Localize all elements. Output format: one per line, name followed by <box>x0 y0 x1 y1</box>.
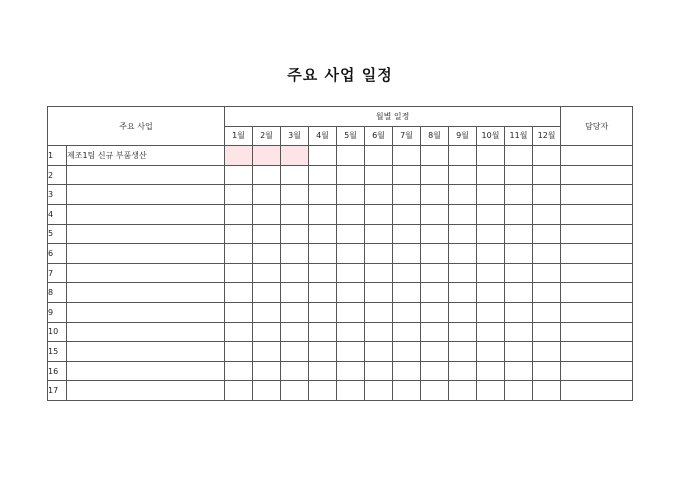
month-cell-4[interactable] <box>309 302 337 322</box>
row-number: 9 <box>48 302 67 322</box>
month-cell-2[interactable] <box>253 361 281 381</box>
row-number: 15 <box>48 342 67 362</box>
month-cell-1[interactable] <box>225 224 253 244</box>
month-header-7: 7월 <box>393 126 421 146</box>
month-cell-4[interactable] <box>309 146 337 166</box>
month-cell-8[interactable] <box>421 185 449 205</box>
month-cell-4[interactable] <box>309 185 337 205</box>
month-cell-3[interactable] <box>281 283 309 303</box>
month-cell-6[interactable] <box>365 302 393 322</box>
month-cell-11[interactable] <box>505 361 533 381</box>
row-number: 10 <box>48 322 67 342</box>
business-cell[interactable] <box>67 165 225 185</box>
month-cell-10[interactable] <box>477 244 505 264</box>
month-cell-1[interactable] <box>225 204 253 224</box>
month-cell-3[interactable] <box>281 361 309 381</box>
month-cell-5[interactable] <box>337 361 365 381</box>
owner-cell[interactable] <box>561 244 633 264</box>
owner-cell[interactable] <box>561 361 633 381</box>
month-cell-6[interactable] <box>365 185 393 205</box>
month-cell-3[interactable] <box>281 263 309 283</box>
table-row <box>48 283 633 303</box>
month-cell-6[interactable] <box>365 322 393 342</box>
month-cell-1[interactable] <box>225 342 253 362</box>
owner-header: 담당자 <box>561 107 633 146</box>
month-cell-7[interactable] <box>393 244 421 264</box>
month-cell-2[interactable] <box>253 204 281 224</box>
table-body <box>48 146 633 401</box>
month-cell-3[interactable] <box>281 244 309 264</box>
month-cell-5[interactable] <box>337 283 365 303</box>
month-cell-2[interactable] <box>253 165 281 185</box>
month-cell-4[interactable] <box>309 204 337 224</box>
month-cell-11[interactable] <box>505 204 533 224</box>
month-cell-5[interactable] <box>337 263 365 283</box>
month-cell-11[interactable] <box>505 263 533 283</box>
month-cell-9[interactable] <box>449 361 477 381</box>
month-cell-10[interactable] <box>477 342 505 362</box>
month-header-4: 4월 <box>309 126 337 146</box>
business-cell[interactable] <box>67 342 225 362</box>
month-cell-2[interactable] <box>253 322 281 342</box>
month-cell-5[interactable] <box>337 244 365 264</box>
month-cell-8[interactable] <box>421 361 449 381</box>
month-cell-1[interactable] <box>225 361 253 381</box>
month-cell-6[interactable] <box>365 165 393 185</box>
month-cell-9[interactable] <box>449 263 477 283</box>
month-cell-2[interactable] <box>253 381 281 401</box>
table-row <box>48 381 633 401</box>
month-header-12: 12월 <box>533 126 561 146</box>
month-cell-5[interactable] <box>337 322 365 342</box>
month-cell-3[interactable] <box>281 165 309 185</box>
owner-cell[interactable] <box>561 146 633 166</box>
month-header-9: 9월 <box>449 126 477 146</box>
month-cell-8[interactable] <box>421 146 449 166</box>
month-cell-9[interactable] <box>449 381 477 401</box>
month-cell-6[interactable] <box>365 244 393 264</box>
month-header-3: 3월 <box>281 126 309 146</box>
month-cell-12[interactable] <box>533 146 561 166</box>
month-cell-11[interactable] <box>505 381 533 401</box>
month-cell-7[interactable] <box>393 204 421 224</box>
month-cell-10[interactable] <box>477 322 505 342</box>
month-cell-6[interactable] <box>365 263 393 283</box>
month-cell-8[interactable] <box>421 165 449 185</box>
owner-cell[interactable] <box>561 165 633 185</box>
table-row <box>48 165 633 185</box>
page-title: 주요 사업 일정 <box>287 66 393 84</box>
row-number: 16 <box>48 361 67 381</box>
month-cell-8[interactable] <box>421 302 449 322</box>
table-row <box>48 322 633 342</box>
month-cell-5[interactable] <box>337 224 365 244</box>
owner-cell[interactable] <box>561 302 633 322</box>
business-cell[interactable] <box>67 381 225 401</box>
month-cell-12[interactable] <box>533 185 561 205</box>
month-cell-3[interactable] <box>281 381 309 401</box>
month-header-5: 5월 <box>337 126 365 146</box>
month-cell-3[interactable] <box>281 204 309 224</box>
month-cell-5[interactable] <box>337 302 365 322</box>
month-cell-2[interactable] <box>253 263 281 283</box>
monthly-schedule-header: 월별 일정 <box>225 107 561 127</box>
month-cell-11[interactable] <box>505 342 533 362</box>
month-cell-3[interactable] <box>281 342 309 362</box>
month-cell-11[interactable] <box>505 165 533 185</box>
month-cell-4[interactable] <box>309 342 337 362</box>
month-cell-2[interactable] <box>253 302 281 322</box>
table-row <box>48 204 633 224</box>
month-cell-6[interactable] <box>365 381 393 401</box>
month-cell-8[interactable] <box>421 204 449 224</box>
month-cell-9[interactable] <box>449 244 477 264</box>
month-cell-3[interactable] <box>281 224 309 244</box>
month-cell-9[interactable] <box>449 302 477 322</box>
month-cell-7[interactable] <box>393 263 421 283</box>
month-cell-11[interactable] <box>505 146 533 166</box>
owner-cell[interactable] <box>561 224 633 244</box>
month-cell-7[interactable] <box>393 185 421 205</box>
business-cell[interactable] <box>67 361 225 381</box>
owner-cell[interactable] <box>561 204 633 224</box>
month-cell-4[interactable] <box>309 322 337 342</box>
month-cell-7[interactable] <box>393 302 421 322</box>
month-cell-10[interactable] <box>477 302 505 322</box>
month-cell-9[interactable] <box>449 224 477 244</box>
month-cell-3[interactable] <box>281 322 309 342</box>
table-row <box>48 361 633 381</box>
month-cell-12[interactable] <box>533 361 561 381</box>
month-cell-1[interactable] <box>225 381 253 401</box>
business-cell[interactable] <box>67 283 225 303</box>
month-cell-11[interactable] <box>505 185 533 205</box>
month-cell-4[interactable] <box>309 283 337 303</box>
month-cell-9[interactable] <box>449 283 477 303</box>
business-header: 주요 사업 <box>48 107 225 146</box>
business-cell[interactable] <box>67 244 225 264</box>
month-cell-1[interactable] <box>225 263 253 283</box>
month-cell-12[interactable] <box>533 165 561 185</box>
month-cell-7[interactable] <box>393 146 421 166</box>
month-header-2: 2월 <box>253 126 281 146</box>
month-cell-12[interactable] <box>533 322 561 342</box>
month-cell-5[interactable] <box>337 165 365 185</box>
month-cell-1[interactable] <box>225 185 253 205</box>
month-header-8: 8월 <box>421 126 449 146</box>
row-number: 1 <box>48 146 67 166</box>
month-cell-6[interactable] <box>365 146 393 166</box>
month-cell-2[interactable] <box>253 185 281 205</box>
business-cell[interactable]: 제조1팀 신규 부품생산 <box>67 146 225 166</box>
business-cell[interactable] <box>67 302 225 322</box>
month-cell-8[interactable] <box>421 224 449 244</box>
month-cell-7[interactable] <box>393 283 421 303</box>
month-cell-6[interactable] <box>365 342 393 362</box>
month-cell-3[interactable] <box>281 146 309 166</box>
month-cell-5[interactable] <box>337 381 365 401</box>
month-cell-1[interactable] <box>225 283 253 303</box>
month-cell-1[interactable] <box>225 165 253 185</box>
month-cell-7[interactable] <box>393 322 421 342</box>
owner-cell[interactable] <box>561 322 633 342</box>
table-row <box>48 263 633 283</box>
month-cell-9[interactable] <box>449 165 477 185</box>
owner-cell[interactable] <box>561 185 633 205</box>
month-cell-11[interactable] <box>505 302 533 322</box>
month-cell-9[interactable] <box>449 322 477 342</box>
month-cell-12[interactable] <box>533 244 561 264</box>
month-cell-8[interactable] <box>421 322 449 342</box>
row-number: 8 <box>48 283 67 303</box>
month-cell-1[interactable] <box>225 244 253 264</box>
month-header-10: 10월 <box>477 126 505 146</box>
month-cell-7[interactable] <box>393 381 421 401</box>
month-cell-2[interactable] <box>253 283 281 303</box>
month-cell-1[interactable] <box>225 146 253 166</box>
table-row <box>48 302 633 322</box>
month-cell-2[interactable] <box>253 224 281 244</box>
month-cell-10[interactable] <box>477 361 505 381</box>
month-cell-1[interactable] <box>225 302 253 322</box>
month-cell-2[interactable] <box>253 342 281 362</box>
month-cell-4[interactable] <box>309 263 337 283</box>
month-cell-8[interactable] <box>421 381 449 401</box>
month-cell-8[interactable] <box>421 283 449 303</box>
business-cell[interactable] <box>67 185 225 205</box>
month-cell-12[interactable] <box>533 302 561 322</box>
month-cell-5[interactable] <box>337 146 365 166</box>
business-cell[interactable] <box>67 263 225 283</box>
month-cell-2[interactable] <box>253 146 281 166</box>
month-cell-7[interactable] <box>393 361 421 381</box>
month-cell-5[interactable] <box>337 342 365 362</box>
month-cell-8[interactable] <box>421 244 449 264</box>
month-cell-11[interactable] <box>505 244 533 264</box>
month-cell-10[interactable] <box>477 263 505 283</box>
month-cell-11[interactable] <box>505 283 533 303</box>
table-row <box>48 342 633 362</box>
month-cell-12[interactable] <box>533 204 561 224</box>
owner-cell[interactable] <box>561 263 633 283</box>
row-number: 7 <box>48 263 67 283</box>
month-cell-12[interactable] <box>533 263 561 283</box>
month-cell-5[interactable] <box>337 185 365 205</box>
month-cell-9[interactable] <box>449 204 477 224</box>
month-cell-8[interactable] <box>421 263 449 283</box>
month-cell-4[interactable] <box>309 361 337 381</box>
table-row <box>48 224 633 244</box>
table-row <box>48 244 633 264</box>
table-row <box>48 146 633 166</box>
month-header-6: 6월 <box>365 126 393 146</box>
row-number: 3 <box>48 185 67 205</box>
row-number: 17 <box>48 381 67 401</box>
month-cell-6[interactable] <box>365 361 393 381</box>
month-cell-12[interactable] <box>533 342 561 362</box>
month-cell-9[interactable] <box>449 185 477 205</box>
month-cell-10[interactable] <box>477 224 505 244</box>
month-cell-10[interactable] <box>477 146 505 166</box>
month-cell-6[interactable] <box>365 283 393 303</box>
owner-cell[interactable] <box>561 283 633 303</box>
month-cell-8[interactable] <box>421 342 449 362</box>
month-cell-7[interactable] <box>393 165 421 185</box>
month-cell-9[interactable] <box>449 146 477 166</box>
business-cell[interactable] <box>67 224 225 244</box>
month-cell-4[interactable] <box>309 165 337 185</box>
month-cell-6[interactable] <box>365 204 393 224</box>
owner-cell[interactable] <box>561 381 633 401</box>
month-cell-10[interactable] <box>477 381 505 401</box>
month-cell-11[interactable] <box>505 224 533 244</box>
row-number: 2 <box>48 165 67 185</box>
month-cell-6[interactable] <box>365 224 393 244</box>
schedule-table <box>47 106 633 401</box>
month-cell-9[interactable] <box>449 342 477 362</box>
month-cell-10[interactable] <box>477 165 505 185</box>
table-row <box>48 185 633 205</box>
month-cell-4[interactable] <box>309 224 337 244</box>
month-cell-12[interactable] <box>533 283 561 303</box>
business-cell[interactable] <box>67 322 225 342</box>
row-number: 5 <box>48 224 67 244</box>
month-cell-11[interactable] <box>505 322 533 342</box>
month-cell-1[interactable] <box>225 322 253 342</box>
month-cell-2[interactable] <box>253 244 281 264</box>
month-cell-4[interactable] <box>309 244 337 264</box>
month-cell-12[interactable] <box>533 224 561 244</box>
month-cell-10[interactable] <box>477 283 505 303</box>
month-cell-4[interactable] <box>309 381 337 401</box>
month-cell-7[interactable] <box>393 342 421 362</box>
owner-cell[interactable] <box>561 342 633 362</box>
month-cell-10[interactable] <box>477 204 505 224</box>
month-cell-3[interactable] <box>281 302 309 322</box>
month-cell-10[interactable] <box>477 185 505 205</box>
month-header-1: 1월 <box>225 126 253 146</box>
row-number: 6 <box>48 244 67 264</box>
row-number: 4 <box>48 204 67 224</box>
month-header-11: 11월 <box>505 126 533 146</box>
month-cell-3[interactable] <box>281 185 309 205</box>
month-cell-7[interactable] <box>393 224 421 244</box>
business-cell[interactable] <box>67 204 225 224</box>
month-cell-12[interactable] <box>533 381 561 401</box>
month-cell-5[interactable] <box>337 204 365 224</box>
